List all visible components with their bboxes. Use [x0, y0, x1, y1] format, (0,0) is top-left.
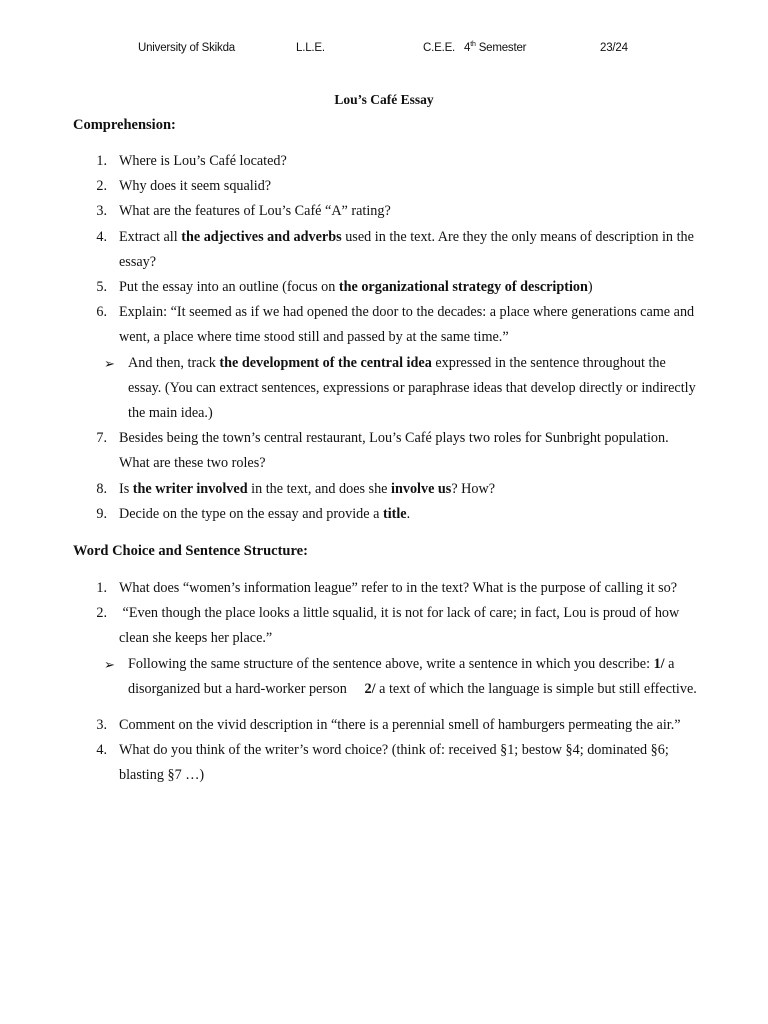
emphasized-text: 1/	[653, 655, 665, 672]
item-text: Where is Lou’s Café located?	[119, 153, 287, 169]
item-number: 9.	[96, 505, 107, 522]
item-text: Besides being the town’s central restaurant, Lou’s Café plays two roles for Sunbright population. What are these two roles?	[119, 430, 672, 472]
list-item	[0, 174, 768, 199]
header-department: L.L.E.	[296, 42, 325, 54]
item-text: ? How?	[451, 480, 496, 497]
item-number: 3.	[96, 717, 107, 734]
item-text: used in the text. Are they the only means of description in the essay?	[119, 228, 698, 270]
comprehension-list	[0, 149, 768, 527]
item-text: Extract all	[119, 228, 182, 245]
item-number: 4.	[96, 742, 107, 759]
word-choice-heading: Word Choice and Sentence Structure:	[73, 543, 308, 559]
item-text: And then, track	[128, 354, 220, 371]
list-item	[0, 225, 768, 275]
word-choice-list	[0, 576, 768, 789]
emphasized-text: the adjectives and adverbs	[181, 228, 342, 245]
header-course: C.E.E. 4th Semester	[423, 41, 527, 54]
item-text: Following the same structure of the sentence above, write a sentence in which you describe:	[128, 655, 654, 672]
item-number: 2.	[96, 178, 107, 195]
comprehension-heading: Comprehension:	[73, 117, 176, 133]
document-title: Lou’s Café Essay	[334, 92, 434, 107]
list-item	[0, 713, 768, 738]
item-text: .	[406, 505, 411, 522]
item-number: 4.	[96, 228, 107, 245]
item-text: a text of which the language is simple but still effective.	[375, 680, 697, 697]
list-item	[0, 502, 768, 527]
emphasized-text: title	[382, 505, 407, 522]
item-number: 1.	[96, 580, 107, 596]
item-number: 8.	[96, 480, 107, 497]
list-item	[0, 300, 768, 350]
emphasized-text: the organizational strategy of description	[338, 279, 588, 296]
arrow-bullet-icon: ➢	[104, 355, 115, 371]
item-text: Is	[119, 480, 133, 497]
list-item	[0, 199, 768, 224]
arrow-bullet-icon: ➢	[104, 656, 115, 672]
item-text: What do you think of the writer’s word choice? (think of: received §1; bestow §4; dominated §6; blasting §7 …)	[119, 742, 673, 784]
item-text: in the text, and does she	[247, 480, 392, 497]
item-text: Comment on the vivid description in “there is a perennial smell of hamburgers permeating the air.”	[119, 717, 681, 734]
item-text: Decide on the type on the essay and provide a	[119, 505, 383, 522]
item-text: Why does it seem squalid?	[119, 178, 272, 195]
item-text: a disorganized but a hard-worker person	[128, 655, 679, 697]
item-number: 1.	[96, 153, 107, 169]
item-number: 7.	[96, 430, 107, 447]
sub-list-item	[0, 351, 768, 427]
header-year: 23/24	[600, 42, 628, 54]
page-header	[0, 42, 768, 62]
item-text: “Even though the place looks a little squalid, it is not for lack of care; in fact, Lou is proud of how clean she keeps her place.”	[119, 605, 683, 647]
list-item	[0, 576, 768, 601]
sub-list-item	[0, 652, 768, 702]
item-number: 3.	[96, 203, 107, 220]
emphasized-text: 2/	[364, 680, 376, 697]
list-item	[0, 738, 768, 788]
item-text: Explain: “It seemed as if we had opened the door to the decades: a place where generations came and went, a place where time stood still and passed by at the same time.”	[119, 304, 698, 346]
item-text: What are the features of Lou’s Café “A” rating?	[119, 203, 391, 220]
item-number: 2.	[96, 605, 107, 622]
item-text: Put the essay into an outline (focus on	[119, 279, 339, 296]
item-number: 6.	[96, 304, 107, 321]
emphasized-text: the development of the central idea	[219, 354, 432, 371]
list-item	[0, 149, 768, 174]
list-item	[0, 275, 768, 300]
item-text: What does “women’s information league” refer to in the text? What is the purpose of calling it so?	[119, 580, 677, 596]
item-text: )	[587, 279, 593, 296]
item-number: 5.	[96, 279, 107, 296]
list-item	[0, 477, 768, 502]
item-text: expressed in the sentence throughout the essay. (You can extract sentences, expressions or paraphrase ideas that develop directly or indirectly the main idea.)	[128, 354, 700, 422]
header-university: University of Skikda	[138, 42, 235, 54]
emphasized-text: involve us	[391, 480, 452, 497]
list-item	[0, 426, 768, 476]
emphasized-text: the writer involved	[132, 480, 248, 497]
list-item	[0, 601, 768, 651]
